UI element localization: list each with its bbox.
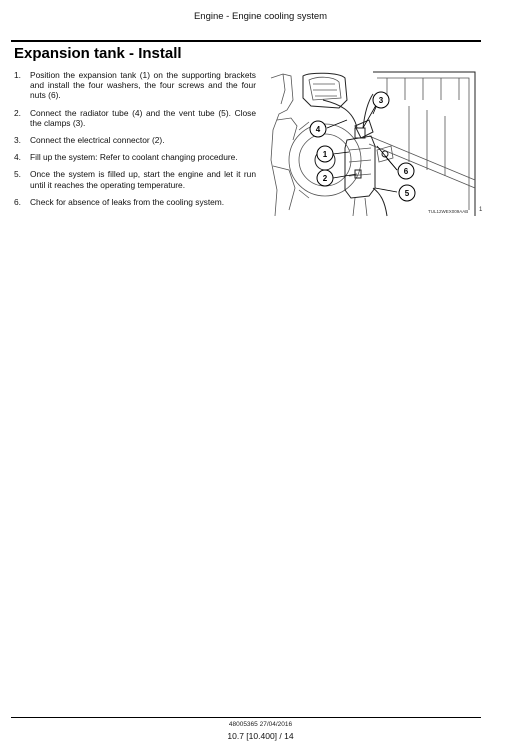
procedure-steps [14, 70, 256, 214]
step-number: 5. [14, 169, 21, 180]
footer-document-info: 48005365 27/04/2016 [228, 721, 293, 728]
figure-number: 1 [479, 207, 483, 213]
step-number: 2. [14, 107, 21, 118]
step-number: 1. [14, 70, 21, 80]
step-text: Connect the radiator tube (4) and the vent tube (5). Close the clamps (3). [30, 107, 256, 128]
callout-2 [317, 170, 333, 186]
callout-6 [398, 163, 414, 179]
step-number: 4. [14, 152, 21, 163]
step-text: Check for absence of leaks from the cooling system. [30, 196, 225, 207]
svg-text:2: 2 [322, 174, 328, 183]
step-text: Fill up the system: Refer to coolant changing procedure. [30, 152, 238, 163]
svg-text:1: 1 [322, 150, 328, 159]
svg-text:3: 3 [378, 96, 384, 105]
step-6 [14, 197, 256, 207]
expansion-tank-illustration [269, 70, 479, 218]
step-text: Connect the electrical connector (2). [30, 135, 165, 146]
callout-5 [399, 185, 415, 201]
footer-page-number: 10.7 [10.400] / 14 [227, 731, 294, 741]
step-2 [14, 108, 256, 128]
step-text: Position the expansion tank (1) on the supporting brackets and install the four washers, the four screws and the four nuts (6). [30, 70, 256, 101]
step-3 [14, 135, 256, 145]
step-4 [14, 152, 256, 162]
step-number: 6. [14, 196, 21, 207]
svg-text:5: 5 [404, 189, 410, 198]
step-1 [14, 70, 256, 101]
engine-line-art [269, 70, 479, 218]
footer-rule [11, 717, 481, 718]
callout-4 [310, 121, 326, 137]
svg-text:6: 6 [403, 167, 409, 176]
svg-text:4: 4 [315, 125, 321, 134]
section-title: Expansion tank - Install [14, 45, 182, 62]
title-rule [11, 40, 481, 42]
step-text: Once the system is filled up, start the engine and let it run until it reaches the operating temperature. [30, 169, 256, 190]
running-header: Engine - Engine cooling system [193, 11, 328, 22]
figure-code: TUL12WEX009AAB [428, 209, 469, 214]
step-5 [14, 169, 256, 189]
callout-1 [317, 146, 333, 162]
step-number: 3. [14, 135, 21, 146]
callout-3 [373, 92, 389, 108]
